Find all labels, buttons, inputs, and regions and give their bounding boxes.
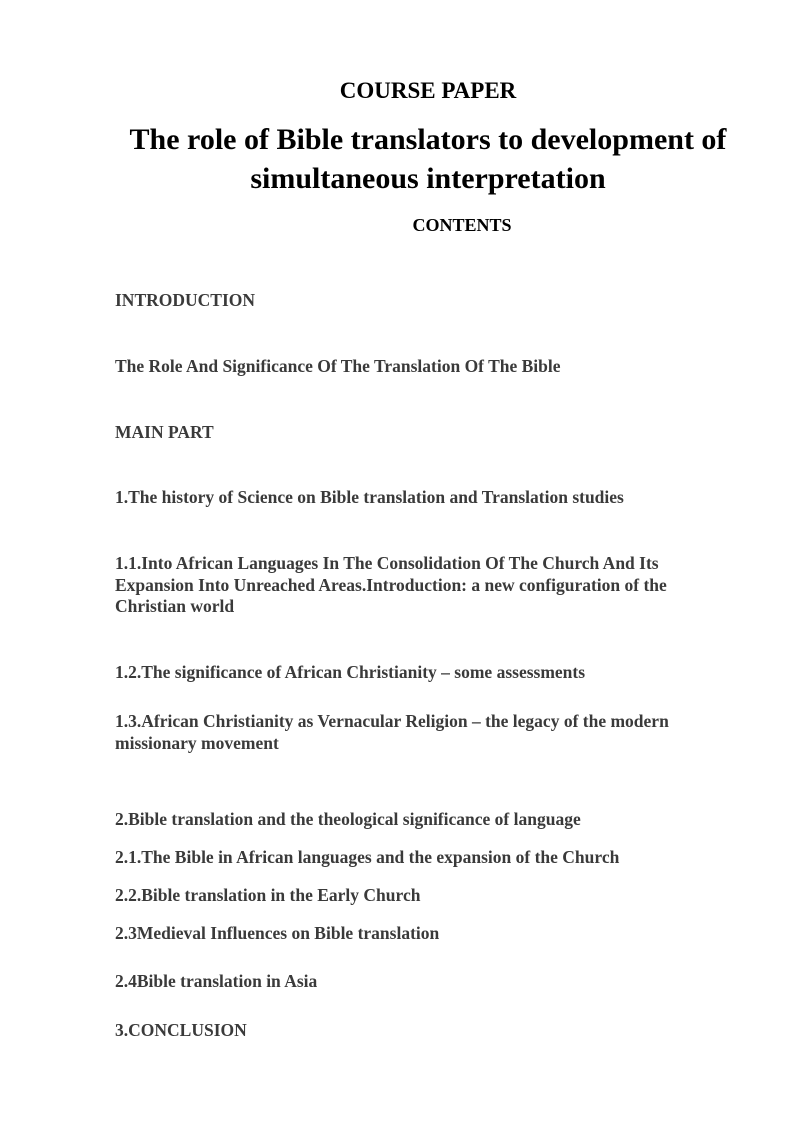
toc-item-main-part: MAIN PART [115,422,214,442]
document-kicker: COURSE PAPER [339,78,517,103]
document-title: The role of Bible translators to development of simultaneous interpretation [129,123,727,195]
toc-item-section-2-1: 2.1.The Bible in African languages and the expansion of the Church [115,847,620,867]
toc-item-section-2: 2.Bible translation and the theological significance of language [115,809,581,829]
toc-item-section-1-3: 1.3.African Christianity as Vernacular Religion – the legacy of the modern missionary movement [115,711,669,753]
toc-item-section-2-3: 2.3Medieval Influences on Bible translation [115,923,440,943]
toc-item-section-1: 1.The history of Science on Bible translation and Translation studies [115,487,624,507]
toc-item-role-significance: The Role And Significance Of The Translation Of The Bible [115,356,561,376]
toc-item-section-2-2: 2.2.Bible translation in the Early Church [115,885,421,905]
toc-item-section-1-1: 1.1.Into African Languages In The Consolidation Of The Church And Its Expansion Into Unreached Areas.Introduction: a new configuration of the Christian world [115,553,667,616]
contents-heading: CONTENTS [412,215,512,235]
toc-item-introduction: INTRODUCTION [115,290,256,310]
toc-item-section-2-4: 2.4Bible translation in Asia [115,971,318,991]
toc-item-conclusion: 3.CONCLUSION [115,1020,247,1040]
toc-item-section-1-2: 1.2.The significance of African Christianity – some assessments [115,662,586,682]
